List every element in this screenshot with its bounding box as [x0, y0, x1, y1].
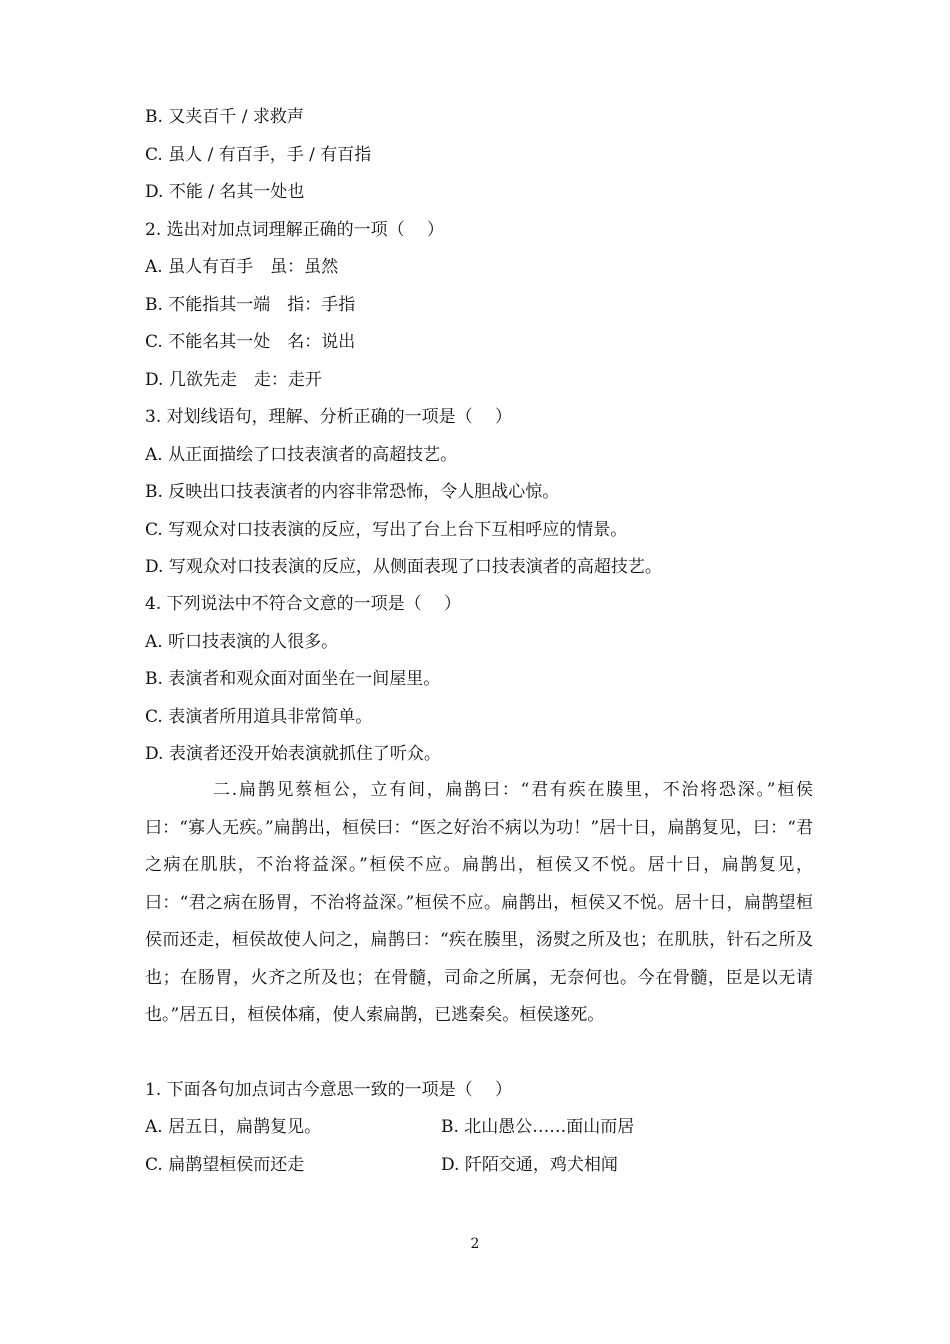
option-a: A. 居五日，扁鹊复见。: [145, 1117, 322, 1137]
option-c: C. 扁鹊望桓侯而还走: [145, 1155, 305, 1175]
option-line: A. 虽人有百手 虽：虽然: [145, 257, 339, 277]
option-line: D. 不能 / 名其一处也: [145, 182, 305, 202]
option-line: D. 几欲先走 走：走开: [145, 370, 322, 390]
option-line: B. 又夹百千 / 求救声: [145, 107, 304, 127]
option-line: B. 表演者和观众面对面坐在一间屋里。: [145, 669, 441, 689]
question-line: 4. 下列说法中不符合文意的一项是（ ）: [145, 594, 462, 614]
option-line: B. 反映出口技表演者的内容非常恐怖，令人胆战心惊。: [145, 482, 560, 502]
option-line: D. 表演者还没开始表演就抓住了听众。: [145, 744, 441, 764]
page-number: 2: [470, 1236, 480, 1252]
question-line: 1. 下面各句加点词古今意思一致的一项是（ ）: [145, 1080, 513, 1100]
option-line: C. 表演者所用道具非常简单。: [145, 707, 373, 727]
option-line: C. 写观众对口技表演的反应，写出了台上台下互相呼应的情景。: [145, 520, 628, 540]
question-line: 2. 选出对加点词理解正确的一项（ ）: [145, 220, 445, 240]
option-line: C. 不能名其一处 名：说出: [145, 332, 356, 352]
question-line: 3. 对划线语句，理解、分析正确的一项是（ ）: [145, 407, 513, 427]
option-line: D. 写观众对口技表演的反应，从侧面表现了口技表演者的高超技艺。: [145, 557, 662, 577]
option-line: C. 虽人 / 有百手，手 / 有百指: [145, 145, 372, 165]
option-d: D. 阡陌交通，鸡犬相闻: [441, 1155, 618, 1175]
option-b: B. 北山愚公……面山而居: [441, 1117, 635, 1137]
passage-paragraph: 二.扁鹊见蔡桓公，立有间，扁鹊曰：“君有疾在腠里，不治将恐深。”桓侯曰：“寡人无疾。”扁鹊出，桓侯曰：“医之好治不病以为功！”居十日，扁鹊复见，曰：“君之病在肌肤，不治将益深。”桓侯不应。扁鹊出，桓侯又不悦。居十日，扁鹊复见，曰：“君之病在肠胃，不治将益深。”桓侯不应。扁鹊出，桓侯又不悦。居十日，扁鹊望桓侯而还走，桓侯故使人问之，扁鹊曰：“疾在腠里，汤熨之所及也；在肌肤，针石之所及也；在肠胃，火齐之所及也；在骨髓，司命之所属，无奈何也。今在骨髓，臣是以无请也。”居五日，桓侯体痛，使人索扁鹊，已逃秦矣。桓侯遂死。: [145, 780, 813, 1025]
option-line: B. 不能指其一端 指：手指: [145, 295, 356, 315]
option-line: A. 从正面描绘了口技表演者的高超技艺。: [145, 445, 458, 465]
option-line: A. 听口技表演的人很多。: [145, 632, 339, 652]
